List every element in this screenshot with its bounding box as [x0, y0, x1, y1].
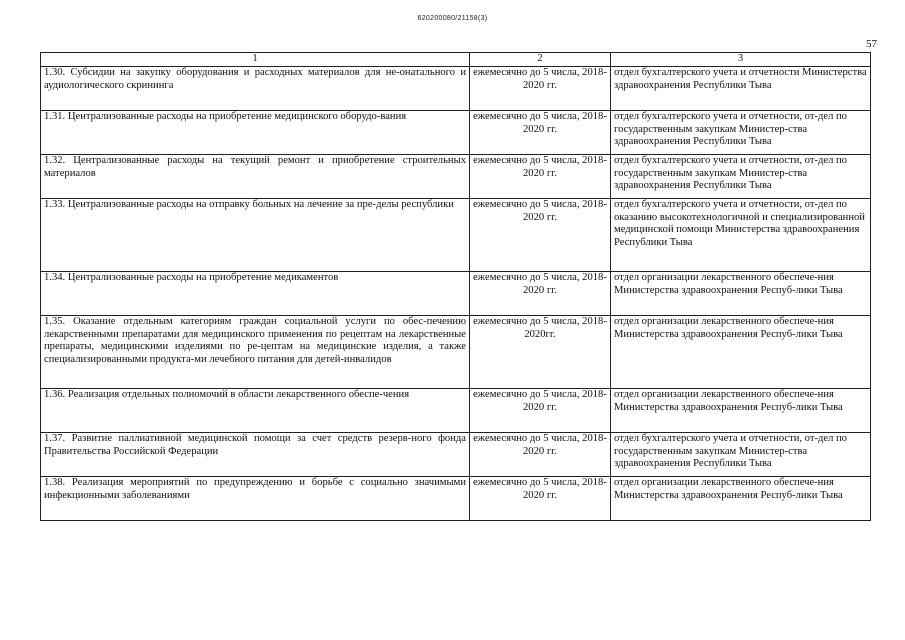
- deadline-cell: ежемесячно до 5 числа, 2018-2020 гг.: [470, 67, 611, 111]
- activity-name-cell: 1.31. Централизованные расходы на приобретение медицинского оборудо-вания: [41, 111, 470, 155]
- responsible-cell: отдел организации лекарственного обеспече-ния Министерства здравоохранения Респуб-лики Тыва: [611, 316, 871, 389]
- table-row: [41, 433, 871, 477]
- table-row: [41, 199, 871, 272]
- plan-table: [40, 52, 871, 521]
- activity-name-cell: 1.30. Субсидии на закупку оборудования и расходных материалов для не-онатального и аудиологического скрининга: [41, 67, 470, 111]
- deadline-cell: ежемесячно до 5 числа, 2018-2020 гг.: [470, 433, 611, 477]
- responsible-cell: отдел бухгалтерского учета и отчетности, от-дел по государственным закупкам Министер-ства здравоохранения Республики Тыва: [611, 111, 871, 155]
- deadline-cell: ежемесячно до 5 числа, 2018-2020 гг.: [470, 111, 611, 155]
- deadline-cell: ежемесячно до 5 числа, 2018-2020 гг.: [470, 199, 611, 272]
- deadline-cell: ежемесячно до 5 числа, 2018-2020 гг.: [470, 389, 611, 433]
- responsible-cell: отдел бухгалтерского учета и отчетности Министерства здравоохранения Республики Тыва: [611, 67, 871, 111]
- table-row: [41, 316, 871, 389]
- activity-name-cell: 1.37. Развитие паллиативной медицинской помощи за счет средств резерв-ного фонда Правительства Российской Федерации: [41, 433, 470, 477]
- activity-name-cell: 1.38. Реализация мероприятий по предупреждению и борьбе с социально значимыми инфекционными заболеваниями: [41, 477, 470, 521]
- activity-name-cell: 1.32. Централизованные расходы на текущий ремонт и приобретение строительных материалов: [41, 155, 470, 199]
- table-header-row: [41, 53, 871, 67]
- responsible-cell: отдел бухгалтерского учета и отчетности, от-дел по государственным закупкам Министер-ства здравоохранения Республики Тыва: [611, 433, 871, 477]
- deadline-cell: ежемесячно до 5 числа, 2018-2020гг.: [470, 316, 611, 389]
- column-header-3: 3: [611, 53, 871, 67]
- responsible-cell: отдел организации лекарственного обеспече-ния Министерства здравоохранения Респуб-лики Тыва: [611, 477, 871, 521]
- column-header-1: 1: [41, 53, 470, 67]
- table-row: [41, 67, 871, 111]
- deadline-cell: ежемесячно до 5 числа, 2018-2020 гг.: [470, 155, 611, 199]
- table-row: [41, 477, 871, 521]
- activity-name-cell: 1.36. Реализация отдельных полномочий в области лекарственного обеспе-чения: [41, 389, 470, 433]
- table-row: [41, 111, 871, 155]
- responsible-cell: отдел организации лекарственного обеспече-ния Министерства здравоохранения Респуб-лики Тыва: [611, 272, 871, 316]
- column-header-2: 2: [470, 53, 611, 67]
- table-row: [41, 389, 871, 433]
- activity-name-cell: 1.34. Централизованные расходы на приобретение медикаментов: [41, 272, 470, 316]
- page-number: 57: [866, 38, 877, 50]
- activity-name-cell: 1.35. Оказание отдельным категориям граждан социальной услуги по обес-печению лекарственными препаратами для медицинского применения по рецептам на лекарственные препараты, медицинскими изделиями по ре-цептам на медицинские изделия, а также специализированными продукта-ми лечебного питания для детей-инвалидов: [41, 316, 470, 389]
- table-row: [41, 155, 871, 199]
- table-row: [41, 272, 871, 316]
- document-id: 620200080/21158(3): [417, 15, 488, 22]
- responsible-cell: отдел организации лекарственного обеспече-ния Министерства здравоохранения Респуб-лики Тыва: [611, 389, 871, 433]
- deadline-cell: ежемесячно до 5 числа, 2018-2020 гг.: [470, 272, 611, 316]
- responsible-cell: отдел бухгалтерского учета и отчетности, от-дел по государственным закупкам Министер-ства здравоохранения Республики Тыва: [611, 155, 871, 199]
- responsible-cell: отдел бухгалтерского учета и отчетности, от-дел по оказанию высокотехнологичной и специализированной медицинской помощи Министерства здравоохранения Республики Тыва: [611, 199, 871, 272]
- activity-name-cell: 1.33. Централизованные расходы на отправку больных на лечение за пре-делы республики: [41, 199, 470, 272]
- deadline-cell: ежемесячно до 5 числа, 2018-2020 гг.: [470, 477, 611, 521]
